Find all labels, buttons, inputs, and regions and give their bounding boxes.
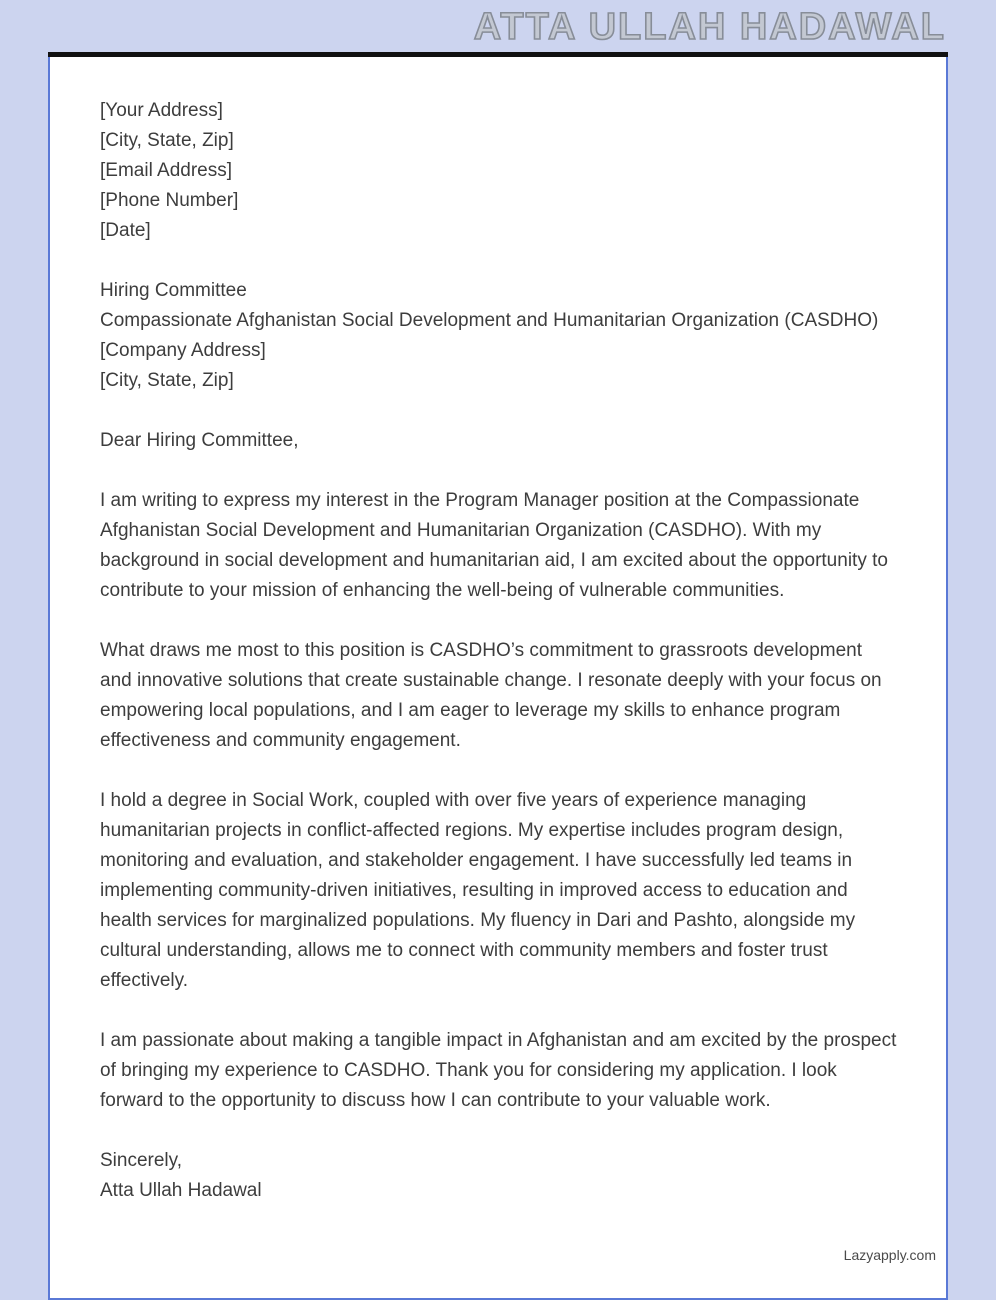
recipient-address-block: [100, 276, 898, 396]
recipient-line: Compassionate Afghanistan Social Development and Humanitarian Organization (CASDHO): [100, 310, 879, 331]
recipient-line: [Company Address]: [100, 340, 266, 361]
lazyapply-watermark: Lazyapply.com: [843, 1247, 936, 1263]
candidate-name-header: ATTA ULLAH HADAWAL: [473, 6, 946, 48]
sender-line: [Phone Number]: [100, 190, 239, 211]
sender-line: [Email Address]: [100, 160, 232, 181]
sender-address-block: [100, 96, 898, 246]
signature-name: Atta Ullah Hadawal: [100, 1180, 262, 1201]
salutation: Dear Hiring Committee,: [100, 430, 299, 451]
body-paragraph: I am passionate about making a tangible impact in Afghanistan and am excited by the prospect of bringing my experience to CASDHO. Thank you for considering my application. I look forward to the opportunity to discuss how I can contribute to your valuable work.: [100, 1030, 897, 1111]
sender-line: [City, State, Zip]: [100, 130, 234, 151]
sender-line: [Date]: [100, 220, 151, 241]
closing: Sincerely,: [100, 1150, 183, 1171]
letter-page: [48, 57, 948, 1300]
signature-block: [100, 1146, 898, 1206]
body-paragraph: I am writing to express my interest in the Program Manager position at the Compassionate Afghanistan Social Development and Humanitarian Organization (CASDHO). With my background in social development and humanitarian aid, I am excited about the opportunity to contribute to your mission of enhancing the well-being of vulnerable communities.: [100, 490, 888, 601]
recipient-line: Hiring Committee: [100, 280, 247, 301]
sender-line: [Your Address]: [100, 100, 223, 121]
body-paragraph: What draws me most to this position is CASDHO’s commitment to grassroots development and innovative solutions that create sustainable change. I resonate deeply with your focus on empowering local populations, and I am eager to leverage my skills to enhance program effectiveness and community engagement.: [100, 640, 882, 751]
recipient-line: [City, State, Zip]: [100, 370, 234, 391]
body-paragraph: I hold a degree in Social Work, coupled with over five years of experience managing humanitarian projects in conflict-affected regions. My expertise includes program design, monitoring and evaluation, and stakeholder engagement. I have successfully led teams in implementing community-driven initiatives, resulting in improved access to education and health services for marginalized populations. My fluency in Dari and Pashto, alongside my cultural understanding, allows me to connect with community members and foster trust effectively.: [100, 790, 856, 991]
